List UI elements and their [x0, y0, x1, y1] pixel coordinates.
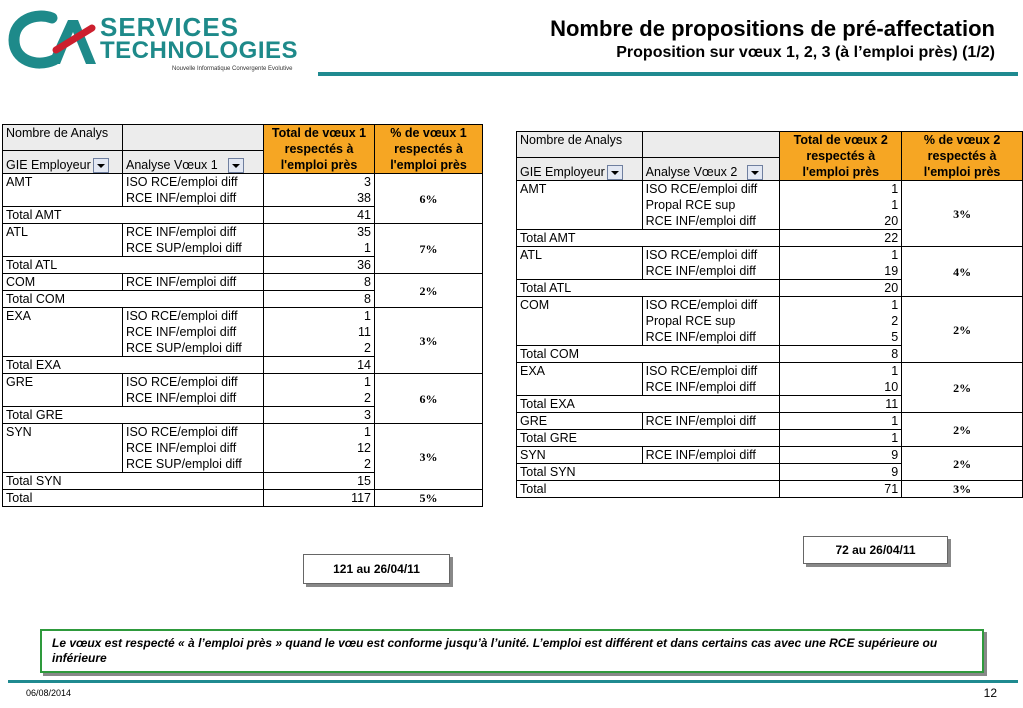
- subtotal-label: Total COM: [3, 291, 264, 308]
- analyse-cell: ISO RCE/emploi diff: [642, 297, 780, 314]
- subtotal-value: 1: [780, 430, 902, 447]
- value-cell: 3: [264, 174, 375, 191]
- value-cell: 1: [780, 413, 902, 430]
- table-row: [517, 413, 1023, 430]
- callout-total-voeux-2: 72 au 26/04/11: [803, 536, 948, 564]
- gie-cell: [3, 390, 123, 407]
- callout-total-voeux-1: 121 au 26/04/11: [303, 554, 450, 584]
- table-row: [3, 274, 483, 291]
- value-cell: 11: [264, 324, 375, 340]
- analyse-cell: RCE INF/emploi diff: [642, 263, 780, 280]
- percent-cell: 6%: [375, 374, 483, 424]
- subtotal-label: Total AMT: [517, 230, 780, 247]
- gie-cell: AMT: [3, 174, 123, 191]
- analyse-cell: ISO RCE/emploi diff: [642, 363, 780, 380]
- company-logo: [8, 10, 318, 74]
- header-analyse-label: Analyse Vœux 2: [645, 164, 738, 179]
- header-total: Total de vœux 2 respectés à l'emploi près: [780, 132, 902, 181]
- logo-tagline: Nouvelle Informatique Convergente Evolutive: [172, 66, 293, 72]
- gie-cell: COM: [3, 274, 123, 291]
- grand-total-percent: 3%: [902, 481, 1023, 498]
- percent-cell: 3%: [375, 308, 483, 374]
- page-subtitle: Proposition sur vœux 1, 2, 3 (à l’emploi près) (1/2): [616, 44, 995, 61]
- analyse-cell: RCE SUP/emploi diff: [123, 340, 264, 357]
- percent-cell: 4%: [902, 247, 1023, 297]
- analyse-cell: Propal RCE sup: [642, 313, 780, 329]
- analyse-cell: RCE SUP/emploi diff: [123, 240, 264, 257]
- table-row: [3, 174, 483, 191]
- value-cell: 8: [264, 274, 375, 291]
- gie-cell: EXA: [3, 308, 123, 325]
- value-cell: 5: [780, 329, 902, 346]
- header-analyse: [123, 150, 264, 173]
- grand-total-label: Total: [3, 490, 264, 507]
- header-gie-employeur: [3, 150, 123, 173]
- definition-note: Le vœux est respecté « à l’emploi près » quand le vœu est conforme jusqu’à l’unité. L’emploi est différent et dans certains cas avec une RCE supérieure ou inférieure: [40, 629, 984, 673]
- percent-cell: 3%: [902, 181, 1023, 247]
- gie-cell: [517, 313, 643, 329]
- gie-cell: [3, 324, 123, 340]
- percent-cell: 2%: [902, 363, 1023, 413]
- gie-cell: COM: [517, 297, 643, 314]
- subtotal-value: 11: [780, 396, 902, 413]
- logo-text-services: SERVICES: [100, 12, 240, 42]
- gie-cell: [3, 456, 123, 473]
- gie-cell: [517, 213, 643, 230]
- gie-cell: [3, 440, 123, 456]
- value-cell: 1: [780, 297, 902, 314]
- analyse-cell: RCE INF/emploi diff: [123, 190, 264, 207]
- table-row: [3, 424, 483, 441]
- subtotal-label: Total COM: [517, 346, 780, 363]
- filter-dropdown-icon[interactable]: [93, 158, 109, 173]
- subtotal-value: 22: [780, 230, 902, 247]
- gie-cell: [3, 340, 123, 357]
- logo-mark-icon: [8, 10, 98, 72]
- header-total: Total de vœux 1 respectés à l'emploi près: [264, 125, 375, 174]
- table-row: [517, 363, 1023, 380]
- percent-cell: 2%: [902, 447, 1023, 481]
- percent-cell: 2%: [902, 413, 1023, 447]
- footer-divider: [8, 680, 1018, 683]
- value-cell: 2: [264, 456, 375, 473]
- analyse-cell: ISO RCE/emploi diff: [642, 181, 780, 198]
- subtotal-value: 20: [780, 280, 902, 297]
- grand-total-percent: 5%: [375, 490, 483, 507]
- table-row: [517, 247, 1023, 264]
- subtotal-label: Total ATL: [3, 257, 264, 274]
- analyse-cell: RCE INF/emploi diff: [123, 440, 264, 456]
- analyse-cell: ISO RCE/emploi diff: [123, 308, 264, 325]
- subtotal-label: Total EXA: [3, 357, 264, 374]
- gie-cell: [517, 263, 643, 280]
- subtotal-label: Total EXA: [517, 396, 780, 413]
- analyse-cell: RCE INF/emploi diff: [642, 329, 780, 346]
- grand-total-label: Total: [517, 481, 780, 498]
- analyse-cell: RCE INF/emploi diff: [642, 413, 780, 430]
- subtotal-label: Total GRE: [517, 430, 780, 447]
- subtotal-value: 3: [264, 407, 375, 424]
- filter-dropdown-icon[interactable]: [607, 165, 623, 180]
- subtotal-value: 36: [264, 257, 375, 274]
- gie-cell: SYN: [3, 424, 123, 441]
- header-analyse-label: Analyse Vœux 1: [126, 157, 218, 172]
- header-row: [517, 132, 1023, 158]
- value-cell: 1: [780, 197, 902, 213]
- table-row: [3, 308, 483, 325]
- percent-cell: 3%: [375, 424, 483, 490]
- subtotal-value: 8: [780, 346, 902, 363]
- header-gie-label: GIE Employeur: [520, 164, 605, 179]
- analyse-cell: RCE INF/emploi diff: [642, 447, 780, 464]
- field-label: Nombre de Analys: [517, 132, 643, 158]
- pivot-table-voeux-2: [516, 131, 1023, 498]
- gie-cell: AMT: [517, 181, 643, 198]
- table-row: [3, 224, 483, 241]
- header-divider: [318, 72, 1018, 76]
- field-label: Nombre de Analys: [3, 125, 123, 151]
- gie-cell: [517, 197, 643, 213]
- subtotal-value: 15: [264, 473, 375, 490]
- subtotal-label: Total SYN: [517, 464, 780, 481]
- page-title: Nombre de propositions de pré-affectation: [550, 16, 995, 41]
- percent-cell: 2%: [375, 274, 483, 308]
- value-cell: 10: [780, 379, 902, 396]
- subtotal-label: Total AMT: [3, 207, 264, 224]
- percent-cell: 6%: [375, 174, 483, 224]
- header-gie-employeur: [517, 157, 643, 180]
- page-number: 12: [983, 686, 997, 700]
- gie-cell: [3, 190, 123, 207]
- percent-cell: 7%: [375, 224, 483, 274]
- value-cell: 12: [264, 440, 375, 456]
- value-cell: 19: [780, 263, 902, 280]
- analyse-cell: RCE INF/emploi diff: [123, 274, 264, 291]
- value-cell: 1: [264, 424, 375, 441]
- filter-dropdown-icon[interactable]: [228, 158, 244, 173]
- gie-cell: [517, 379, 643, 396]
- gie-cell: ATL: [3, 224, 123, 241]
- value-cell: 1: [264, 374, 375, 391]
- analyse-cell: RCE INF/emploi diff: [123, 224, 264, 241]
- subtotal-label: Total SYN: [3, 473, 264, 490]
- value-cell: 2: [780, 313, 902, 329]
- value-cell: 1: [780, 247, 902, 264]
- gie-cell: EXA: [517, 363, 643, 380]
- subtotal-value: 8: [264, 291, 375, 308]
- header-percent: % de vœux 1 respectés à l'emploi près: [375, 125, 483, 174]
- gie-cell: GRE: [517, 413, 643, 430]
- analyse-cell: RCE INF/emploi diff: [123, 390, 264, 407]
- gie-cell: ATL: [517, 247, 643, 264]
- analyse-cell: ISO RCE/emploi diff: [123, 374, 264, 391]
- value-cell: 9: [780, 447, 902, 464]
- value-cell: 1: [264, 240, 375, 257]
- gie-cell: GRE: [3, 374, 123, 391]
- table-row: [517, 447, 1023, 464]
- filter-dropdown-icon[interactable]: [747, 165, 763, 180]
- table-row: [517, 297, 1023, 314]
- gie-cell: SYN: [517, 447, 643, 464]
- grand-total-row: [517, 481, 1023, 498]
- subtotal-label: Total GRE: [3, 407, 264, 424]
- analyse-cell: RCE INF/emploi diff: [642, 213, 780, 230]
- table-row: [3, 374, 483, 391]
- value-cell: 35: [264, 224, 375, 241]
- logo-text-technologies: TECHNOLOGIES: [100, 37, 299, 64]
- analyse-cell: ISO RCE/emploi diff: [642, 247, 780, 264]
- footer-date: 06/08/2014: [26, 688, 72, 698]
- value-cell: 1: [264, 308, 375, 325]
- value-cell: 38: [264, 190, 375, 207]
- grand-total-value: 117: [264, 490, 375, 507]
- value-cell: 2: [264, 390, 375, 407]
- grand-total-row: [3, 490, 483, 507]
- subtotal-value: 41: [264, 207, 375, 224]
- value-cell: 20: [780, 213, 902, 230]
- analyse-cell: ISO RCE/emploi diff: [123, 424, 264, 441]
- percent-cell: 2%: [902, 297, 1023, 363]
- subtotal-value: 9: [780, 464, 902, 481]
- header-analyse: [642, 157, 780, 180]
- gie-cell: [3, 240, 123, 257]
- value-cell: 1: [780, 363, 902, 380]
- subtotal-value: 14: [264, 357, 375, 374]
- header-percent: % de vœux 2 respectés à l'emploi près: [902, 132, 1023, 181]
- analyse-cell: RCE SUP/emploi diff: [123, 456, 264, 473]
- grand-total-value: 71: [780, 481, 902, 498]
- analyse-cell: Propal RCE sup: [642, 197, 780, 213]
- field-label-spacer: [642, 132, 780, 158]
- header-row: [3, 125, 483, 151]
- gie-cell: [517, 329, 643, 346]
- table-row: [517, 181, 1023, 198]
- pivot-table-voeux-1: [2, 124, 483, 507]
- subtotal-label: Total ATL: [517, 280, 780, 297]
- value-cell: 2: [264, 340, 375, 357]
- field-label-spacer: [123, 125, 264, 151]
- value-cell: 1: [780, 181, 902, 198]
- analyse-cell: ISO RCE/emploi diff: [123, 174, 264, 191]
- analyse-cell: RCE INF/emploi diff: [642, 379, 780, 396]
- header-gie-label: GIE Employeur: [6, 157, 91, 172]
- analyse-cell: RCE INF/emploi diff: [123, 324, 264, 340]
